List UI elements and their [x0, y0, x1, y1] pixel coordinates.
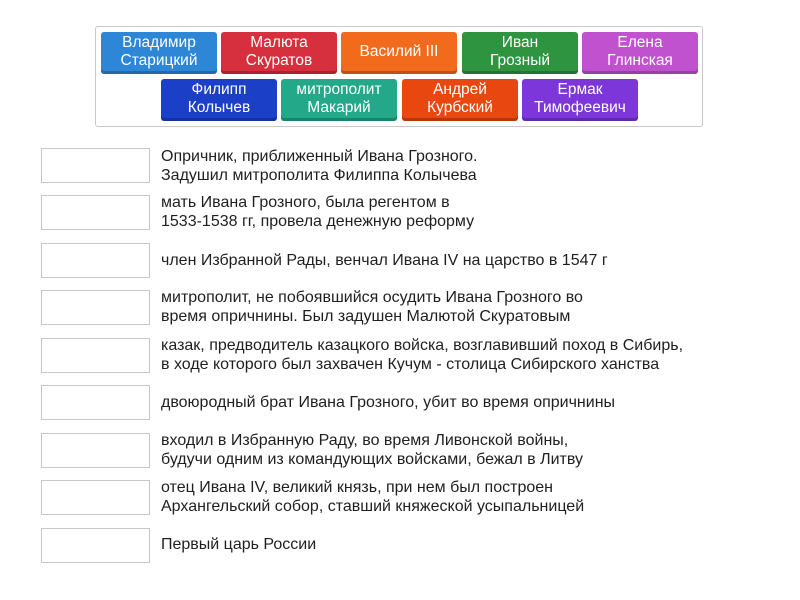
drop-target[interactable]: [41, 338, 150, 373]
tile-ermak-timofeevich[interactable]: Ермак Тимофеевич: [522, 79, 638, 121]
drop-target[interactable]: [41, 528, 150, 563]
match-row: [41, 480, 781, 517]
tile-filipp-kolychev[interactable]: Филипп Колычев: [161, 79, 277, 121]
match-row: [41, 195, 781, 232]
drop-target[interactable]: [41, 385, 150, 420]
match-row: [41, 148, 781, 185]
match-row: [41, 385, 781, 422]
tile-elena-glinskaya[interactable]: Елена Глинская: [582, 32, 698, 74]
tile-bank: [95, 26, 703, 127]
clue-text: двоюродный брат Ивана Грозного, убит во время опричнины: [161, 394, 616, 411]
tile-metropolitan-makary[interactable]: митрополит Макарий: [281, 79, 397, 121]
clue-text: мать Ивана Грозного, была регентом в 1533-1538 гг, провела денежную реформу: [161, 194, 475, 230]
tile-vasily-iii[interactable]: Василий III: [341, 32, 457, 74]
drop-target[interactable]: [41, 148, 150, 183]
clue-text: Первый царь России: [161, 536, 317, 553]
clue-text: Опричник, приближенный Ивана Грозного. Задушил митрополита Филиппа Колычева: [161, 148, 478, 184]
match-row: [41, 338, 781, 375]
match-row: [41, 528, 781, 565]
match-row: [41, 290, 781, 327]
clue-text: входил в Избранную Раду, во время Ливонской войны, будучи одним из командующих войсками, бежал в Литву: [161, 432, 584, 468]
drop-target[interactable]: [41, 290, 150, 325]
drop-target[interactable]: [41, 480, 150, 515]
match-row: [41, 433, 781, 470]
drop-target[interactable]: [41, 433, 150, 468]
clue-text: член Избранной Рады, венчал Ивана IV на царство в 1547 г: [161, 252, 608, 269]
tile-andrey-kurbsky[interactable]: Андрей Курбский: [402, 79, 518, 121]
clue-text: митрополит, не побоявшийся осудить Ивана Грозного во время опричнины. Был задушен Малютой Скуратовым: [161, 289, 583, 325]
clue-text: казак, предводитель казацкого войска, возглавивший поход в Сибирь, в ходе которого был захвачен Кучум - столица Сибирского ханства: [161, 337, 684, 373]
drop-target[interactable]: [41, 195, 150, 230]
tile-malyuta-skuratov[interactable]: Малюта Скуратов: [221, 32, 337, 74]
clue-text: отец Ивана IV, великий князь, при нем был построен Архангельский собор, ставший княжеской усыпальницей: [161, 479, 585, 515]
match-row: [41, 243, 781, 280]
drop-target[interactable]: [41, 243, 150, 278]
tile-vladimir-staritsky[interactable]: Владимир Старицкий: [101, 32, 217, 74]
tile-ivan-grozny[interactable]: Иван Грозный: [462, 32, 578, 74]
